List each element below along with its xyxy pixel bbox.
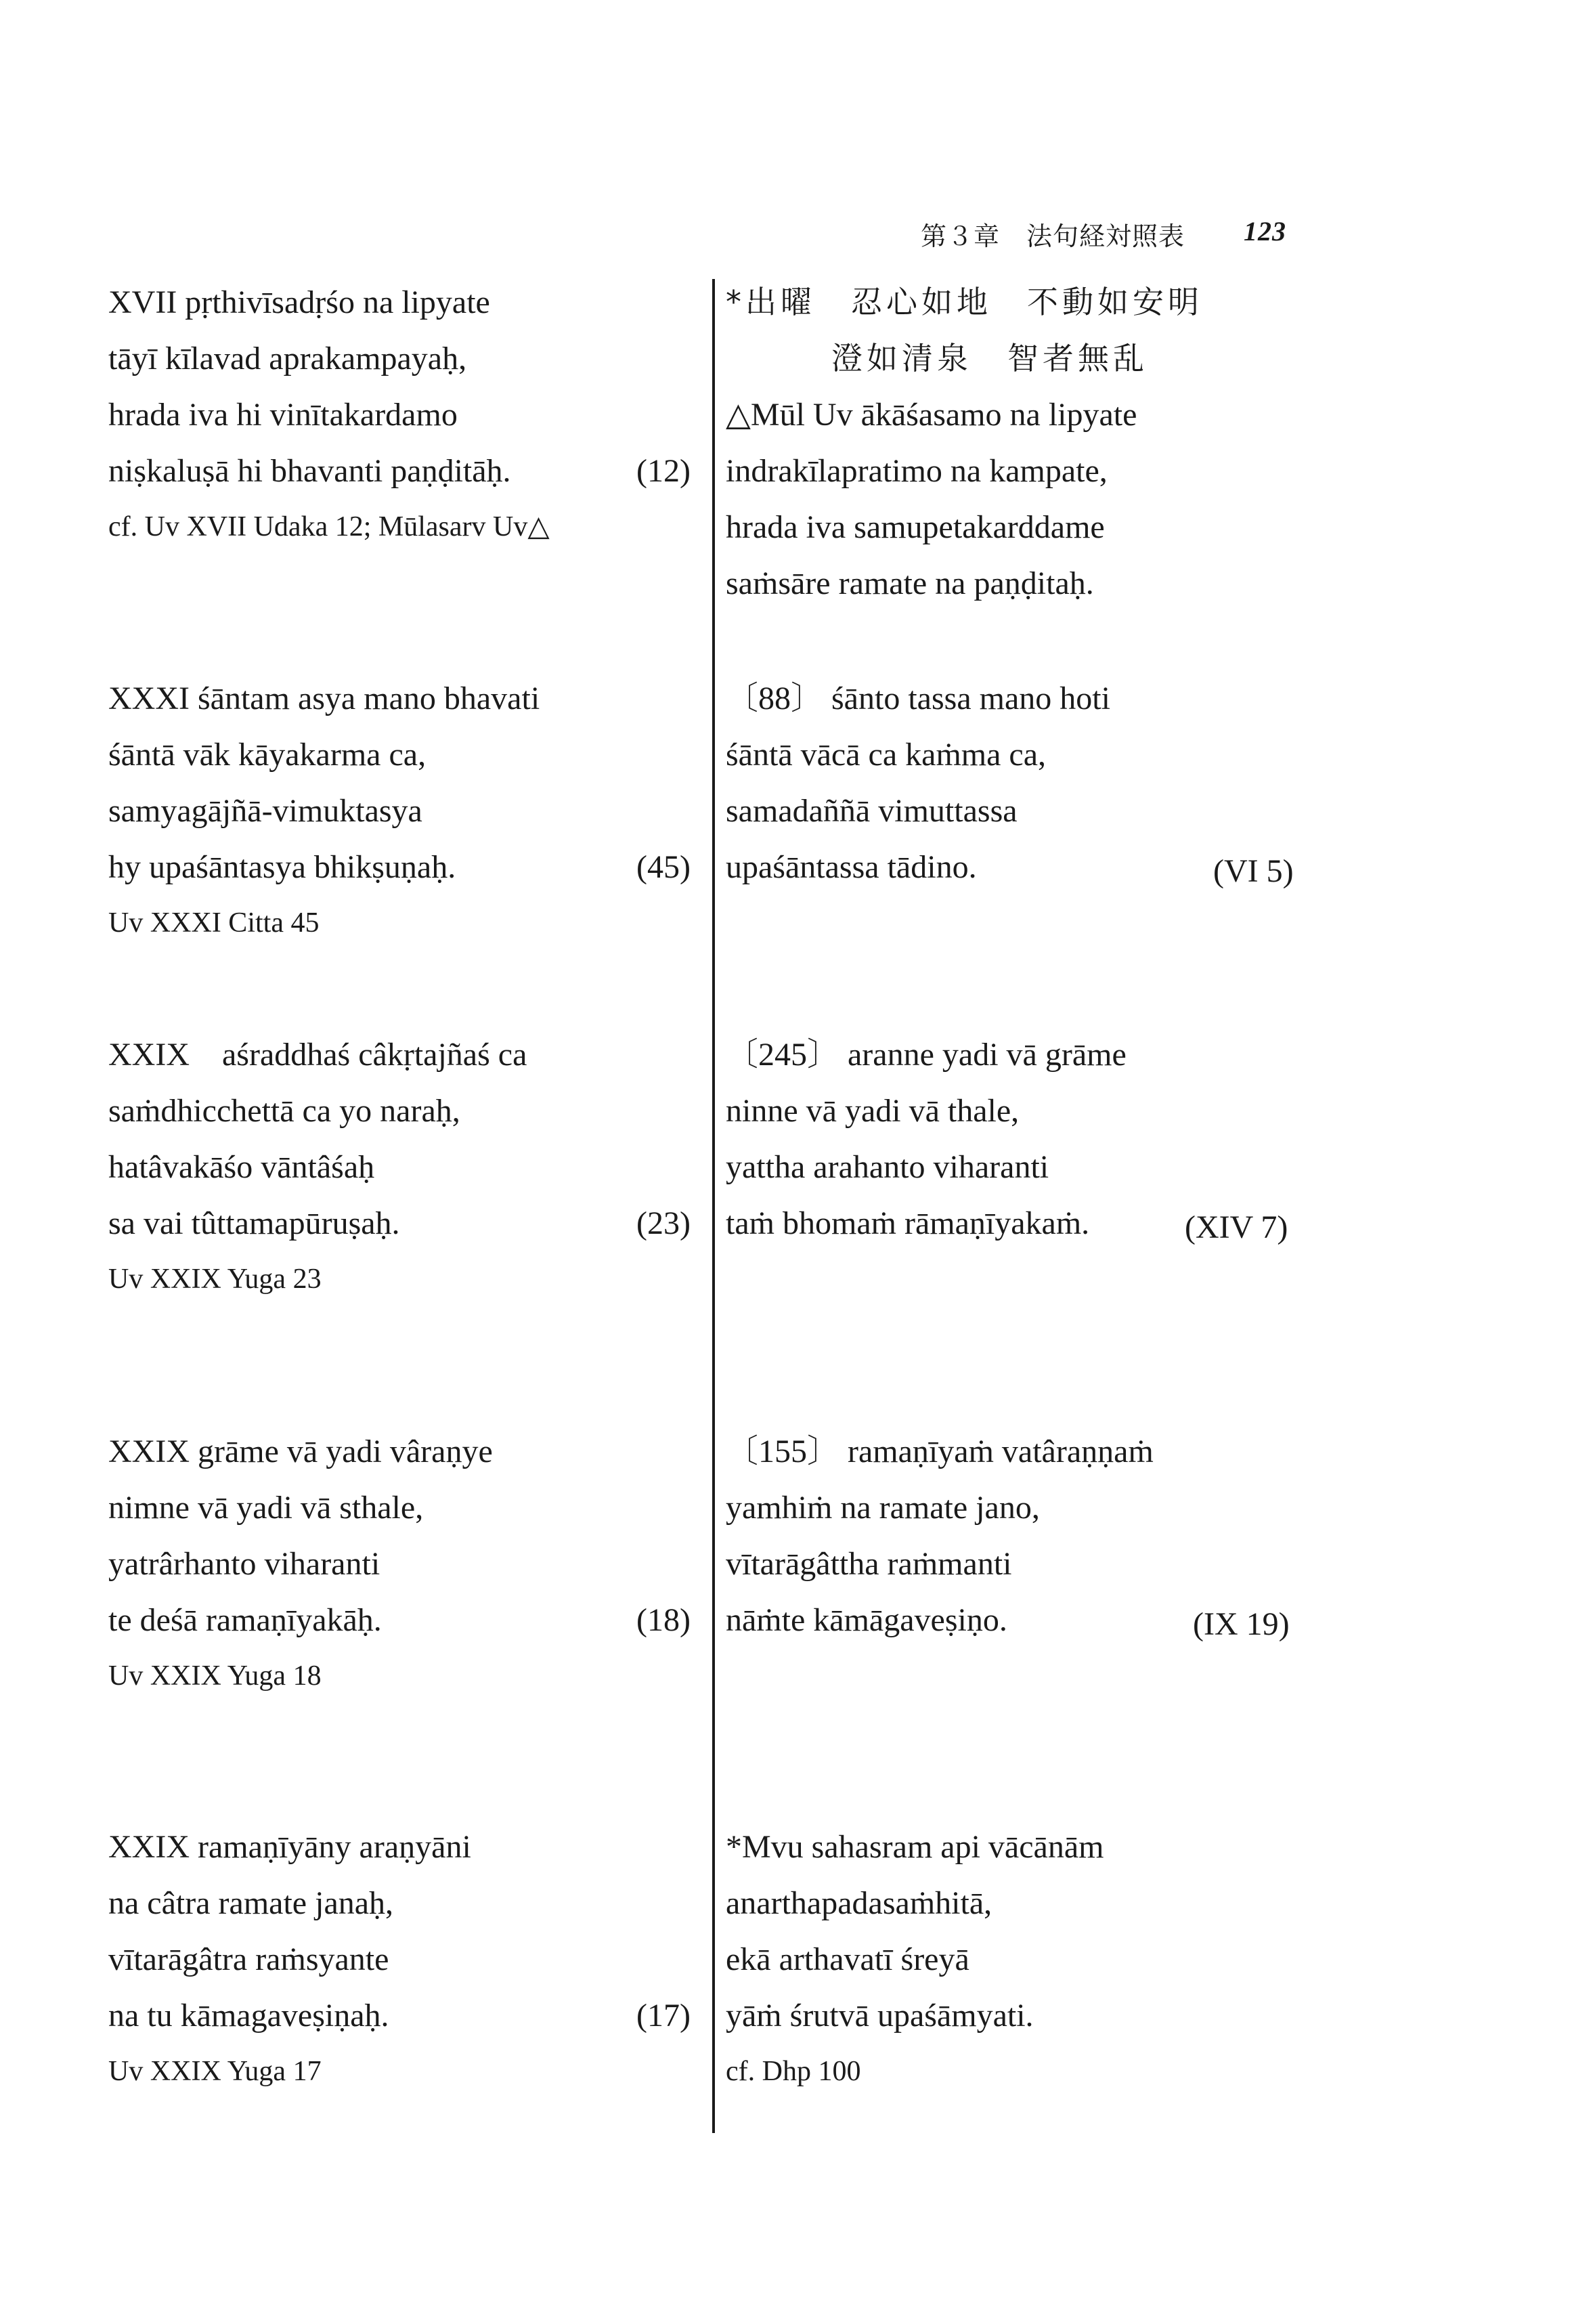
verse-line: hrada iva hi vinītakardamo [108, 397, 458, 433]
verse-number: (45) [636, 849, 691, 885]
verse-line: samyagājñā-vimuktasya [108, 793, 422, 829]
verse-line-text: niṣkaluṣā hi bhavanti paṇḍitāḥ. [108, 453, 511, 489]
verse-line: 〔88〕 śānto tassa mano hoti [726, 681, 1110, 716]
verse-line-with-number [108, 1592, 691, 1648]
chinese-parallel-line: *出曜 忍心如地 不動如安明 [726, 284, 1203, 320]
verse-line: indrakīlapratimo na kampate, [726, 453, 1108, 489]
verse-number: (12) [636, 453, 691, 489]
verse-line-text: upaśāntassa tādino. [726, 849, 977, 885]
verse-line: △Mūl Uv ākāśasamo na lipyate [726, 397, 1137, 433]
parallel-verse-1 [726, 274, 1308, 611]
verse-line: vītarāgâttha raṁmanti [726, 1546, 1012, 1582]
chapter-title: 第３章 法句経対照表 [921, 221, 1185, 251]
verse-line-text: na tu kāmagaveṣiṇaḥ. [108, 1998, 389, 2034]
verse-line-text: nāṁte kāmāgaveṣiṇo. [726, 1602, 1007, 1638]
verse-line: hatâvakāśo vāntâśaḥ [108, 1149, 375, 1185]
running-header [921, 215, 1286, 249]
verse-line: yamhiṁ na ramate jano, [726, 1490, 1040, 1526]
verse-line-with-ref [726, 839, 1308, 895]
verse-line-with-number [108, 1987, 691, 2044]
verse-line: vītarāgâtra raṁsyante [108, 1941, 389, 1977]
verse-line: ninne vā yadi vā thale, [726, 1093, 1020, 1129]
verse-line-with-number [108, 1195, 691, 1251]
dhammapada-reference: (IX 19) [1193, 1606, 1290, 1642]
verse-line-with-ref [726, 1592, 1308, 1648]
chinese-parallel-line: 澄如清泉 智者無乱 [726, 340, 1148, 376]
verse-number: (17) [636, 1998, 691, 2034]
udanavarga-verse-5 [108, 1819, 691, 2100]
verse-line: XXIX grāme vā yadi vâraṇye [108, 1434, 493, 1469]
verse-line-text: te deśā ramaṇīyakāḥ. [108, 1602, 382, 1638]
udanavarga-verse-1 [108, 274, 691, 555]
source-citation: Uv XXXI Citta 45 [108, 907, 320, 939]
dhammapada-verse-4 [726, 1423, 1308, 1648]
verse-line-text: hy upaśāntasya bhikṣuṇaḥ. [108, 849, 456, 885]
verse-line-with-number [108, 839, 691, 895]
verse-line: nimne vā yadi vā sthale, [108, 1490, 424, 1526]
dhammapada-verse-3 [726, 1027, 1308, 1251]
column-divider [712, 279, 715, 2133]
source-citation: cf. Uv XVII Udaka 12; Mūlasarv Uv△ [108, 511, 550, 542]
source-citation: cf. Dhp 100 [726, 2056, 861, 2087]
verse-line: 〔245〕 aranne yadi vā grāme [726, 1037, 1127, 1073]
verse-line-with-ref [726, 1195, 1308, 1251]
verse-line: na câtra ramate janaḥ, [108, 1885, 394, 1921]
verse-line: *Mvu sahasram api vācānām [726, 1829, 1104, 1865]
source-citation: Uv XXIX Yuga 18 [108, 1660, 322, 1692]
verse-line: śāntā vācā ca kaṁma ca, [726, 737, 1047, 773]
verse-line: samadaññā vimuttassa [726, 793, 1018, 829]
verse-line-text: taṁ bhomaṁ rāmaṇīyakaṁ. [726, 1205, 1090, 1241]
verse-line: hrada iva samupetakarddame [726, 509, 1105, 545]
dhammapada-reference: (VI 5) [1213, 853, 1294, 889]
udanavarga-verse-3 [108, 1027, 691, 1308]
verse-line: yāṁ śrutvā upaśāmyati. [726, 1998, 1034, 2034]
verse-number: (18) [636, 1602, 691, 1638]
verse-line: śāntā vāk kāyakarma ca, [108, 737, 427, 773]
udanavarga-verse-4 [108, 1423, 691, 1704]
source-citation: Uv XXIX Yuga 23 [108, 1264, 322, 1295]
dhammapada-verse-2 [726, 670, 1308, 895]
verse-line: XVII pṛthivīsadṛśo na lipyate [108, 284, 490, 320]
verse-line: tāyī kīlavad aprakampayaḥ, [108, 341, 467, 376]
verse-line: saṁsāre ramate na paṇḍitaḥ. [726, 565, 1094, 601]
verse-line: ekā arthavatī śreyā [726, 1941, 969, 1977]
verse-line-with-number [108, 443, 691, 499]
udanavarga-verse-2 [108, 670, 691, 951]
verse-line: XXIX ramaṇīyāny araṇyāni [108, 1829, 471, 1865]
verse-line: XXXI śāntam asya mano bhavati [108, 681, 540, 716]
dhammapada-reference: (XIV 7) [1185, 1209, 1288, 1245]
page-number: 123 [1244, 216, 1286, 246]
verse-line: yattha arahanto viharanti [726, 1149, 1049, 1185]
verse-line: XXIX aśraddhaś câkṛtajñaś ca [108, 1037, 527, 1073]
verse-line: anarthapadasaṁhitā, [726, 1885, 992, 1921]
verse-number: (23) [636, 1205, 691, 1241]
verse-line: yatrârhanto viharanti [108, 1546, 380, 1582]
source-citation: Uv XXIX Yuga 17 [108, 2056, 322, 2087]
verse-line: saṁdhicchettā ca yo naraḥ, [108, 1093, 460, 1129]
verse-line-text: sa vai tûttamapūruṣaḥ. [108, 1205, 400, 1241]
mahavastu-verse-5 [726, 1819, 1308, 2100]
verse-line: 〔155〕 ramaṇīyaṁ vatâraṇṇaṁ [726, 1434, 1154, 1469]
